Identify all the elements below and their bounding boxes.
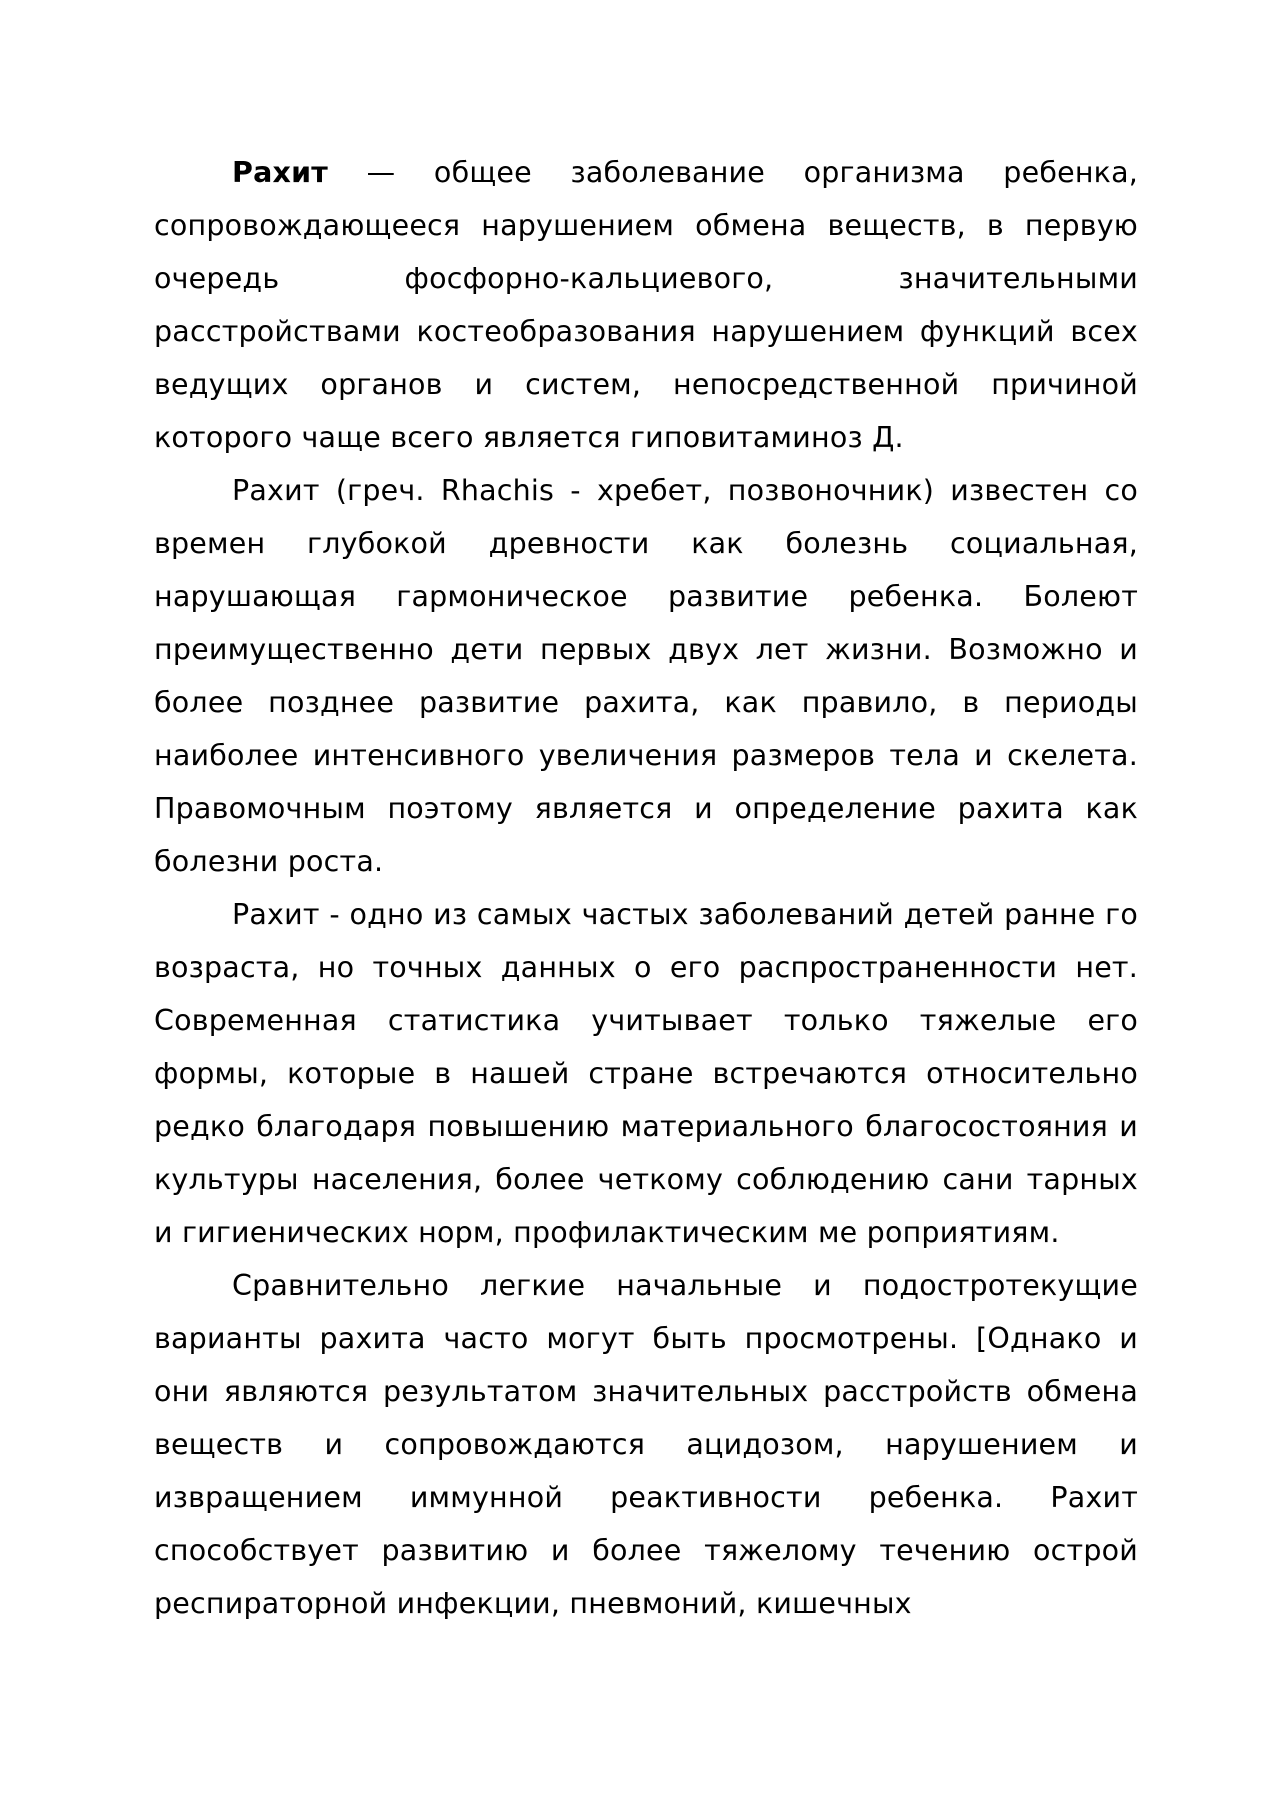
paragraph-text: — общее заболевание организма ребенка, сопровождающееся нарушением обмена веществ, в первую очередь фосфорно-кальциевого, значительными расстройствами костеобразования нарушением функций всех ведущих органов и систем, непосредственной причиной которого чаще всего является гиповитаминоз Д. bbox=[154, 156, 1138, 454]
paragraph-definition bbox=[154, 146, 1138, 464]
document-body bbox=[154, 146, 1138, 1630]
paragraph-history: Рахит (греч. Rhachis - хребет, позвоночник) известен со времен глубокой древности как болезнь социальная, нарушающая гармоническое развитие ребенка. Болеют преимущественно дети первых двух лет жизни. Возможно и более позднее развитие рахита, как правило, в периоды наиболее интенсивного увеличения размеров тела и скелета. Правомочным поэтому является и определение рахита как болезни роста. bbox=[154, 474, 1138, 878]
term-heading: Рахит bbox=[232, 156, 328, 189]
paragraph-consequences: Сравнительно легкие начальные и подостротекущие варианты рахита часто могут быть просмотрены. [Однако и они являются результатом значительных расстройств обмена веществ и сопровождаются ацидозом, нарушением и извращением иммунной реактивности ребенка. Рахит способствует развитию и более тяжелому течению острой респираторной инфекции, пневмоний, кишечных bbox=[154, 1269, 1138, 1620]
paragraph-prevalence: Рахит - одно из самых частых заболеваний детей ранне го возраста, но точных данных о его распространенности нет. Современная статистика учитывает только тяжелые его формы, которые в нашей стране встречаются относительно редко благодаря повышению материального благосостояния и культуры населения, более четкому соблюдению сани тарных и гигиенических норм, профилактическим ме роприятиям. bbox=[154, 898, 1138, 1249]
